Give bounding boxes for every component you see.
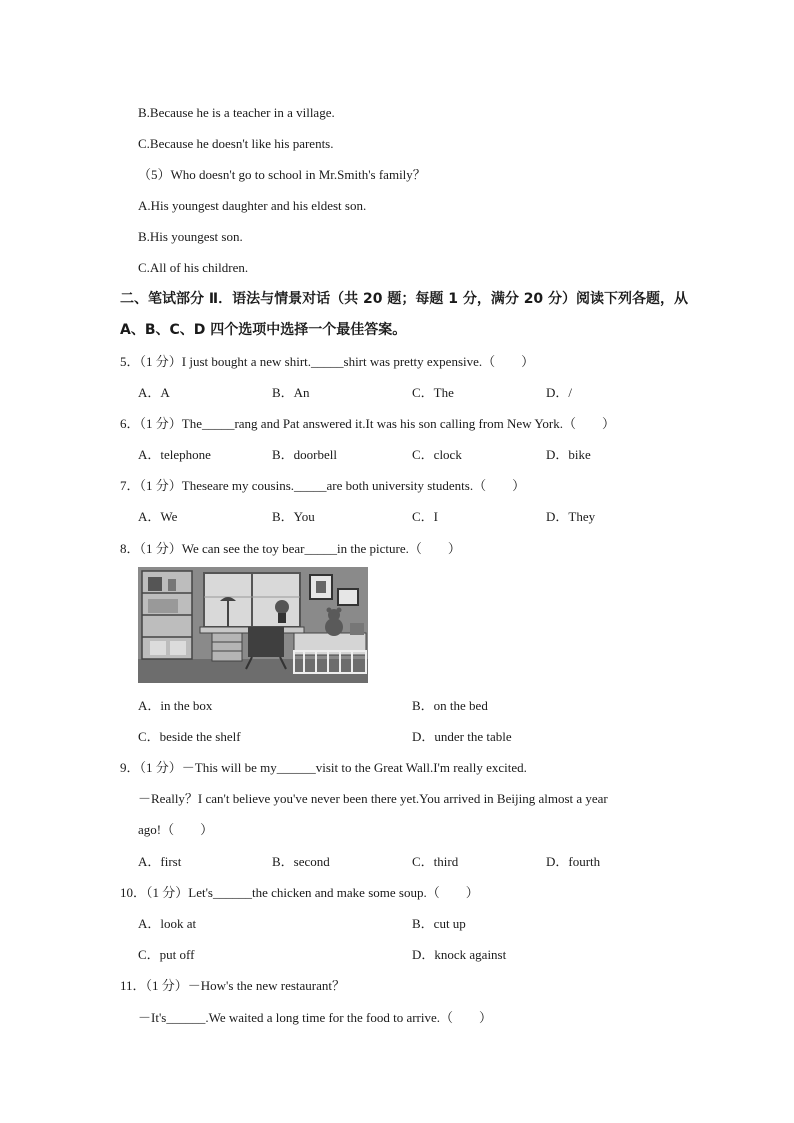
question-8-option-a: A．in the box bbox=[138, 698, 213, 713]
question-8-option-b: B．on the bed bbox=[412, 698, 488, 713]
question-9-stem-line2: －Really？I can't believe you've never been there yet.You arrived in Beijing almost a year bbox=[138, 791, 608, 806]
question-10-stem: 10．（1 分）Let's______the chicken and make some soup.（ ） bbox=[120, 885, 479, 900]
question-9-stem-line3: ago!（ ） bbox=[138, 822, 214, 837]
question-10-option-c: C．put off bbox=[138, 947, 195, 962]
subquestion-5-stem: （5）Who doesn't go to school in Mr.Smith's family？ bbox=[138, 167, 426, 182]
question-10-option-a: A．look at bbox=[138, 916, 197, 931]
subquestion-5-option-b: B.His youngest son. bbox=[138, 229, 243, 244]
option-b-text: B.Because he is a teacher in a village. bbox=[138, 105, 335, 120]
question-11-stem-line2: －It's______.We waited a long time for the food to arrive.（ ） bbox=[138, 1010, 493, 1025]
question-9-option-b: B．second bbox=[272, 854, 330, 869]
question-7-option-a: A．We bbox=[138, 509, 178, 524]
question-11-stem: 11．（1 分）－How's the new restaurant？ bbox=[120, 978, 345, 993]
question-9-stem: 9．（1 分）－This will be my______visit to the Great Wall.I'm really excited. bbox=[120, 760, 527, 775]
subquestion-5-option-a: A.His youngest daughter and his eldest son. bbox=[138, 198, 367, 213]
bedroom-picture bbox=[138, 567, 368, 683]
question-5-option-c: C．The bbox=[412, 385, 454, 400]
question-9-option-a: A．first bbox=[138, 854, 182, 869]
subquestion-5-option-c: C.All of his children. bbox=[138, 260, 249, 275]
question-6-option-b: B．doorbell bbox=[272, 447, 337, 462]
question-7-option-b: B．You bbox=[272, 509, 315, 524]
question-8-option-d: D．under the table bbox=[412, 729, 512, 744]
question-9-option-d: D．fourth bbox=[546, 854, 601, 869]
question-6-option-a: A．telephone bbox=[138, 447, 211, 462]
question-5-option-b: B．An bbox=[272, 385, 310, 400]
question-9-option-c: C．third bbox=[412, 854, 459, 869]
question-10-option-d: D．knock against bbox=[412, 947, 507, 962]
question-6-stem: 6．（1 分）The_____rang and Pat answered it.It was his son calling from New York.（ ） bbox=[120, 416, 616, 431]
question-8-option-c: C．beside the shelf bbox=[138, 729, 241, 744]
question-5-option-a: A．A bbox=[138, 385, 170, 400]
question-10-option-b: B．cut up bbox=[412, 916, 466, 931]
section-title-line1: 二、笔试部分 Ⅱ．语法与情景对话（共 20 题；每题 1 分，满分 20 分）阅读下列各题，从 bbox=[120, 291, 689, 307]
section-title-line2: A、B、C、D 四个选项中选择一个最佳答案。 bbox=[120, 322, 407, 338]
question-6-option-d: D．bike bbox=[546, 447, 591, 462]
question-7-option-c: C．I bbox=[412, 509, 439, 524]
question-7-stem: 7．（1 分）Theseare my cousins._____are both university students.（ ） bbox=[120, 478, 526, 493]
question-5-stem: 5．（1 分）I just bought a new shirt._____shirt was pretty expensive.（ ） bbox=[120, 354, 535, 369]
question-7-option-d: D．They bbox=[546, 509, 596, 524]
question-5-option-d: D．/ bbox=[546, 385, 573, 400]
question-8-stem: 8．（1 分）We can see the toy bear_____in the picture.（ ） bbox=[120, 541, 461, 556]
option-c-text: C.Because he doesn't like his parents. bbox=[138, 136, 334, 151]
question-6-option-c: C．clock bbox=[412, 447, 462, 462]
